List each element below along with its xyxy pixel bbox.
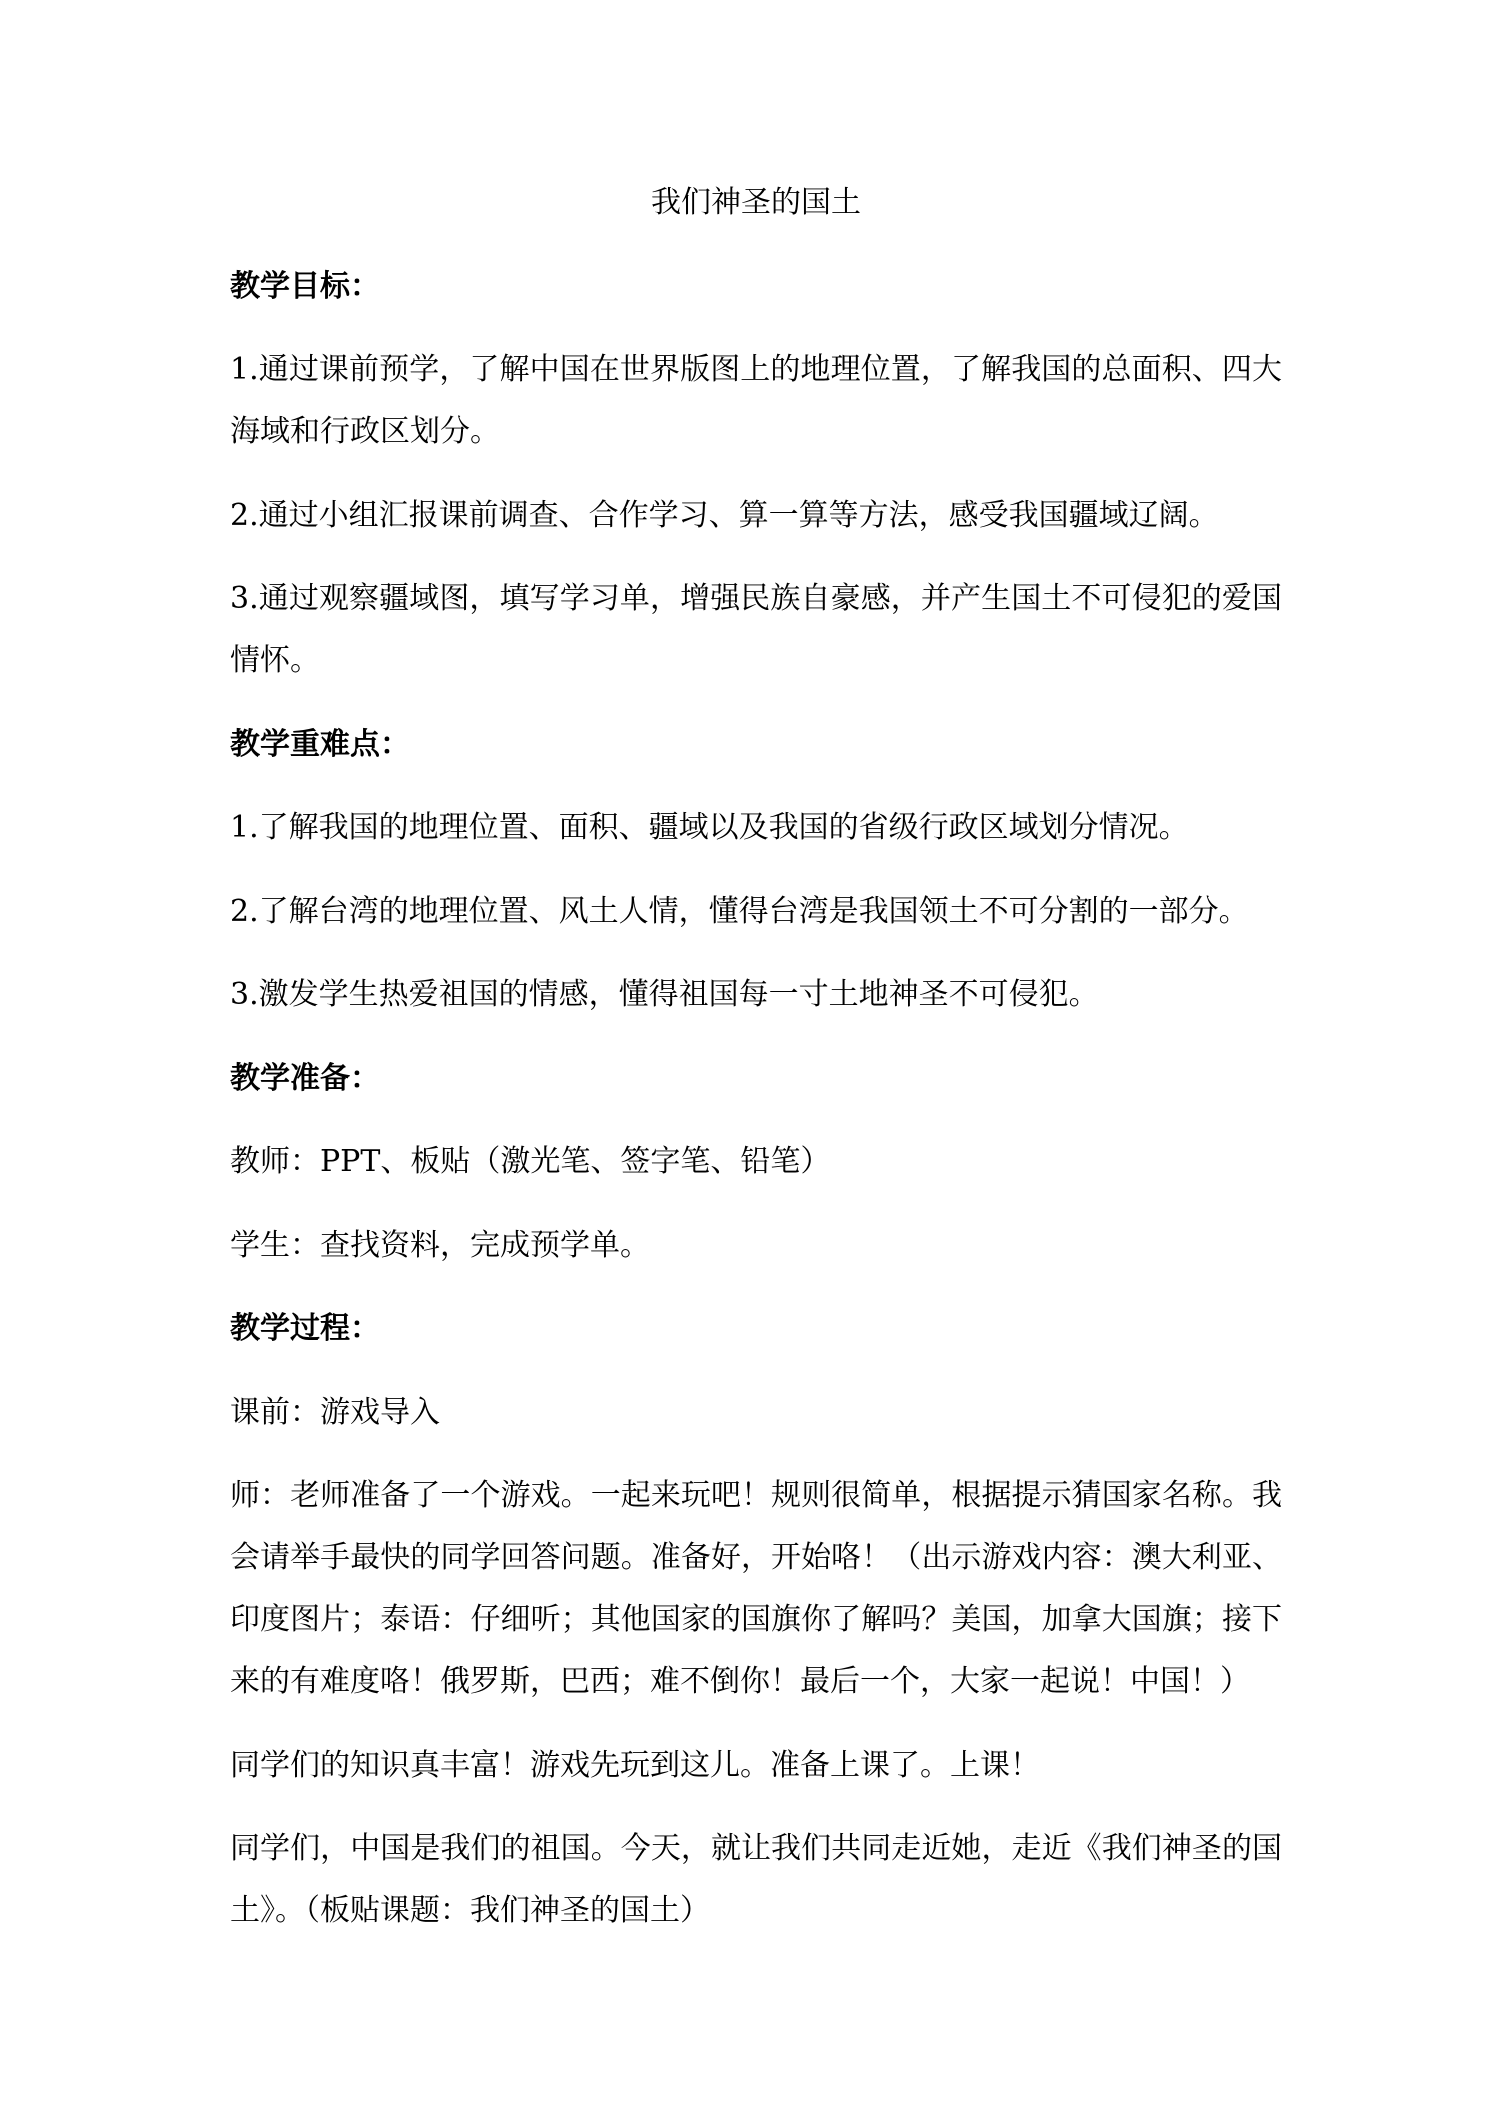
paragraph: 同学们的知识真丰富！游戏先玩到这儿。准备上课了。上课！ [230,1747,1040,1783]
paragraph: 1.通过课前预学，了解中国在世界版图上的地理位置，了解我国的总面积、四大海域和行政区划分。 [230,352,1282,449]
section-teaching-preparation [230,1048,1282,1277]
section-heading: 教学目标： [230,268,380,304]
section-heading: 教学重难点： [230,726,410,762]
section-heading: 教学过程： [230,1311,380,1346]
paragraph: 课前：游戏导入 [230,1394,440,1430]
paragraph: 学生：查找资料，完成预学单。 [230,1227,650,1263]
document-body [230,172,1282,1964]
paragraph: 2.了解台湾的地理位置、风土人情，懂得台湾是我国领土不可分割的一部分。 [230,893,1249,929]
section-heading: 教学准备： [230,1060,380,1096]
paragraph: 3.通过观察疆域图，填写学习单，增强民族自豪感，并产生国土不可侵犯的爱国情怀。 [230,581,1282,678]
paragraph: 教师：PPT、板贴（激光笔、签字笔、铅笔） [230,1144,831,1179]
paragraph: 师：老师准备了一个游戏。一起来玩吧！规则很简单，根据提示猜国家名称。我会请举手最快的同学回答问题。准备好，开始咯！（出示游戏内容：澳大利亚、印度图片；泰语：仔细听；其他国家的国旗你了解吗？美国，加拿大国旗；接下来的有难度咯！俄罗斯，巴西；难不倒你！最后一个，大家一起说！中国！） [230,1478,1282,1699]
paragraph: 1.了解我国的地理位置、面积、疆域以及我国的省级行政区域划分情况。 [230,810,1189,845]
paragraph: 3.激发学生热爱祖国的情感，懂得祖国每一寸土地神圣不可侵犯。 [230,977,1099,1012]
document-title: 我们神圣的国土 [651,185,861,220]
section-teaching-process [230,1298,1282,1942]
paragraph: 同学们，中国是我们的祖国。今天，就让我们共同走近她，走近《我们神圣的国土》。（板贴课题：我们神圣的国土） [230,1831,1282,1928]
section-key-difficulties [230,714,1282,1027]
paragraph: 2.通过小组汇报课前调查、合作学习、算一算等方法，感受我国疆域辽阔。 [230,497,1219,533]
section-teaching-objectives [230,256,1282,693]
